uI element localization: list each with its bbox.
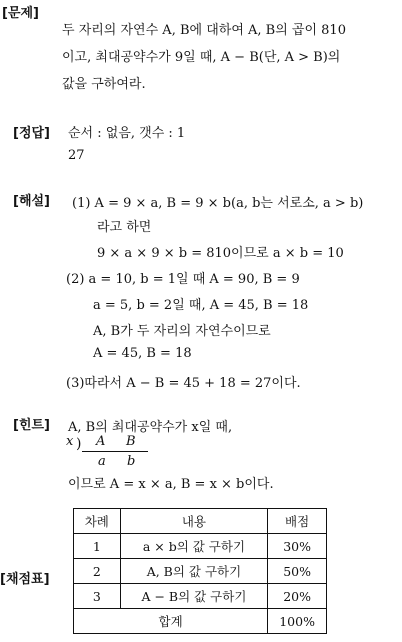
hint-div-bracket: ) [76, 436, 82, 452]
solution-line-8: (3)따라서 A − B = 45 + 18 = 27이다. [66, 376, 301, 391]
hint-div-line [82, 451, 148, 452]
scoring-cell-order: 1 [74, 534, 121, 559]
hint-line-1: A, B의 최대공약수가 x일 때, [68, 420, 233, 435]
solution-line-6: A, B가 두 자리의 자연수이므로 [93, 324, 271, 339]
table-row [74, 534, 327, 559]
scoring-header-points: 배점 [268, 509, 327, 534]
answer-value: 27 [68, 148, 85, 163]
answer-label: [정답] [13, 126, 50, 141]
solution-line-7: A = 45, B = 18 [93, 346, 192, 361]
table-row [74, 559, 327, 584]
hint-div-x: x [66, 434, 74, 449]
scoring-cell-points: 50% [268, 559, 327, 584]
scoring-cell-points: 30% [268, 534, 327, 559]
hint-div-bot-b: b [127, 454, 136, 469]
solution-line-4: (2) a = 10, b = 1일 때 A = 90, B = 9 [66, 272, 300, 287]
scoring-cell-points: 20% [268, 584, 327, 609]
scoring-header-content: 내용 [120, 509, 268, 534]
hint-div-top-a: A [96, 434, 106, 449]
solution-label: [해설] [13, 194, 50, 209]
problem-line-1: 두 자리의 자연수 A, B에 대하여 A, B의 곱이 810 [62, 23, 346, 38]
problem-label: [문제] [2, 6, 39, 21]
problem-line-3: 값을 구하여라. [62, 77, 146, 92]
solution-line-3: 9 × a × 9 × b = 810이므로 a × b = 10 [97, 246, 344, 261]
scoring-header-order: 차례 [74, 509, 121, 534]
scoring-cell-content: a × b의 값 구하기 [120, 534, 268, 559]
scoring-total-row [74, 609, 327, 634]
scoring-cell-content: A, B의 값 구하기 [120, 559, 268, 584]
hint-div-top-b: B [126, 434, 136, 449]
scoring-table [73, 508, 327, 634]
scoring-header-row [74, 509, 327, 534]
scoring-total-value: 100% [268, 609, 327, 634]
hint-line-3: 이므로 A = x × a, B = x × b이다. [68, 477, 274, 492]
solution-line-2: 라고 하면 [97, 220, 152, 235]
solution-line-5: a = 5, b = 2일 때, A = 45, B = 18 [93, 298, 309, 313]
hint-div-bot-a: a [98, 454, 106, 469]
answer-meta: 순서 : 없음, 갯수 : 1 [68, 126, 186, 141]
scoring-cell-order: 2 [74, 559, 121, 584]
scoring-cell-content: A − B의 값 구하기 [120, 584, 268, 609]
table-row [74, 584, 327, 609]
scoring-label: [채점표] [0, 572, 50, 587]
problem-line-2: 이고, 최대공약수가 9일 때, A − B(단, A > B)의 [62, 50, 341, 65]
scoring-cell-order: 3 [74, 584, 121, 609]
hint-label: [힌트] [13, 418, 50, 433]
scoring-total-label: 합계 [74, 609, 268, 634]
solution-line-1: (1) A = 9 × a, B = 9 × b(a, b는 서로소, a > b) [72, 196, 364, 211]
